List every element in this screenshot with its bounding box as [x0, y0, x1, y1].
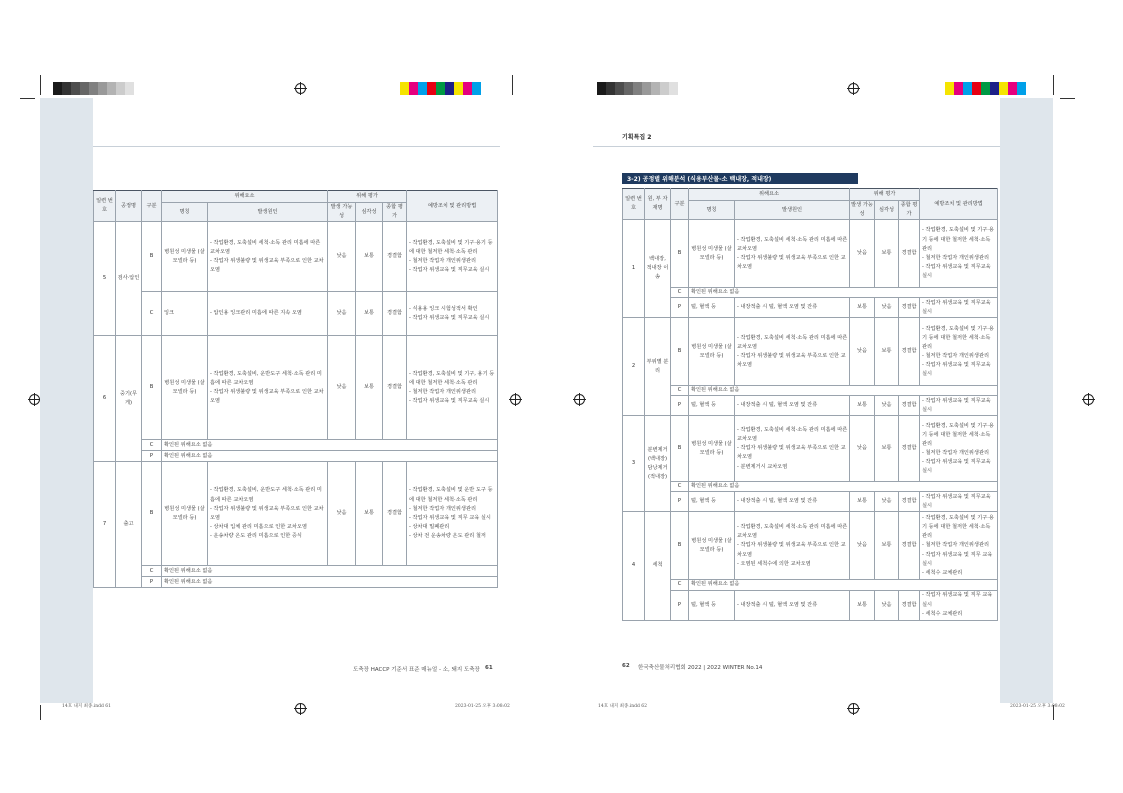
severity: 보통 [356, 222, 383, 292]
hazard-name: 털, 혈액 등 [689, 298, 735, 318]
hazard-cause: - 내장적출 시 털, 혈액 오염 및 잔류 [735, 492, 850, 512]
prevention: - 작업환경, 도축설비 및 기구·용기 등에 대한 철저한 세척·소독 관리 - 철저한 작업자 개인위생관리 - 작업자 위생교육 및 직무교육 실시 [407, 222, 498, 292]
hazard-cause: - 작업환경, 도축설비 세척·소독 관리 미흡에 따른 교차오염 - 작업자 위생불량 및 위생교육 부족으로 인한 교차오염 [735, 220, 850, 288]
col-header-eval: 위해 평가 [850, 189, 920, 201]
print-slug-right-date: 2023-01-25 오후 3:08:02 [1010, 704, 1065, 709]
hazard-name: 병원성 미생물 (살모넬라 등) [689, 318, 735, 386]
row-number: 6 [94, 336, 116, 462]
print-slug-left-date: 2023-01-25 오후 3:08:02 [455, 704, 510, 709]
total-eval: 경결함 [899, 318, 920, 386]
hazard-name: 병원성 미생물 (살모넬라 등) [162, 462, 208, 566]
crop-mark [1053, 75, 1054, 95]
row-number: 7 [94, 462, 116, 588]
hazard-table-left [93, 190, 498, 588]
prevention: - 작업자 위생교육 및 직무교육 실시 [920, 492, 998, 512]
col-header-prevention: 예방조치 및 관리방법 [920, 189, 998, 220]
col-header-hazard: 위해요소 [689, 189, 850, 201]
likelihood: 낮음 [328, 222, 356, 292]
registration-mark-icon [29, 394, 40, 405]
registration-mark-icon [574, 394, 585, 405]
registration-mark-icon [510, 394, 521, 405]
material-name: 백내장, 적내장 이송 [645, 220, 671, 318]
row-number: 1 [623, 220, 645, 318]
table-row [623, 590, 998, 620]
top-rule [593, 146, 1000, 147]
hazard-cause: - 작업환경, 도축설비 세척·소독 관리 미흡에 따른 교차오염 - 작업자 위생불량 및 위생교육 부족으로 인한 교차오염 [208, 222, 328, 292]
prevention: - 작업자 위생교육 및 직무교육 실시 [920, 298, 998, 318]
total-eval: 경결함 [899, 512, 920, 580]
hazard-name: 병원성 미생물 (살모넬라 등) [689, 220, 735, 288]
col-header-eval: 위해 평가 [328, 191, 407, 203]
type-cell: P [671, 396, 689, 416]
table-row [94, 451, 498, 462]
likelihood: 보통 [850, 396, 875, 416]
hazard-name: 병원성 미생물 (살모넬라 등) [689, 416, 735, 482]
material-name: 세척 [645, 512, 671, 620]
hazard-table-right [622, 188, 998, 621]
severity: 보통 [356, 336, 383, 440]
severity: 보통 [356, 292, 383, 336]
type-cell: B [671, 512, 689, 580]
table-row [94, 222, 498, 292]
hazard-cause: - 내장적출 시 털, 혈액 오염 및 잔류 [735, 298, 850, 318]
likelihood: 낮음 [850, 318, 875, 386]
color-bar-left-cmyk [400, 82, 499, 95]
prevention: - 작업환경, 도축설비 및 기구·용기 등에 대한 철저한 세척·소독 관리 - 철저한 작업자 개인위생관리 - 작업자 위생교육 및 직무 교육 실시 - 세척수 교체관리 [920, 512, 998, 580]
severity: 보통 [356, 462, 383, 566]
type-cell: C [671, 288, 689, 298]
hazard-cause: - 작업환경, 도축설비 세척·소독 관리 미흡에 따른 교차오염 - 작업자 위생불량 및 위생교육 부족으로 인한 교차오염 - 오염된 세척수에 의한 교차오염 [735, 512, 850, 580]
total-eval: 경결함 [383, 336, 407, 440]
registration-mark-icon [848, 703, 859, 714]
type-cell: P [671, 298, 689, 318]
hazard-cause: - 압인용 잉크관리 미흡에 따른 지속 오염 [208, 292, 328, 336]
severity: 보통 [875, 318, 899, 386]
prevention: - 작업환경, 도축설비 및 기구, 용기 등에 대한 철저한 세척·소독 관리 - 철저한 작업자 개인위생관리 - 작업자 위생교육 및 직무교육 실시 [407, 336, 498, 440]
col-header-severity: 심각성 [356, 203, 383, 222]
type-cell: C [142, 440, 162, 451]
hazard-name: 병원성 미생물 (살모넬라 등) [689, 512, 735, 580]
type-cell: B [671, 416, 689, 482]
registration-mark-icon [1083, 394, 1094, 405]
severity: 보통 [875, 512, 899, 580]
no-hazard-note: 확인된 위해요소 없음 [689, 580, 998, 590]
likelihood: 낮음 [850, 220, 875, 288]
likelihood: 낮음 [850, 512, 875, 580]
hazard-name: 잉크 [162, 292, 208, 336]
table-row [94, 566, 498, 577]
page-footer: 한국축산물처리협회 2022 | 2022 WINTER No.14 [638, 665, 763, 671]
prevention: - 작업환경, 도축설비 및 기구·용기 등에 대한 철저한 세척·소독 관리 - 철저한 작업자 개인위생관리 - 작업자 위생교육 및 직무교육 실시 [920, 416, 998, 482]
col-header-name: 명칭 [162, 203, 208, 222]
severity: 낮음 [875, 590, 899, 620]
table-row [623, 492, 998, 512]
likelihood: 보통 [850, 590, 875, 620]
table-title: 3-2) 공정별 위해분석 (식용부산물-소 백내장, 적내장) [622, 173, 858, 184]
right-page [593, 98, 1053, 703]
page-number: 61 [485, 665, 493, 671]
hazard-cause: - 내장적출 시 털, 혈액 오염 및 잔류 [735, 396, 850, 416]
severity: 낮음 [875, 298, 899, 318]
section-header: 기획특집 2 [622, 134, 652, 141]
hazard-name: 병원성 미생물 (살모넬라 등) [162, 222, 208, 292]
table-row [623, 386, 998, 396]
type-cell: P [142, 451, 162, 462]
type-cell: P [671, 590, 689, 620]
no-hazard-note: 확인된 위해요소 없음 [689, 288, 998, 298]
total-eval: 경결함 [899, 416, 920, 482]
col-header-cause: 발생원인 [208, 203, 328, 222]
prevention: - 작업환경, 도축설비 및 기구·용기 등에 대한 철저한 세척·소독 관리 - 철저한 작업자 개인위생관리 - 작업자 위생교육 및 직무교육 실시 [920, 220, 998, 288]
table-row [623, 482, 998, 492]
registration-mark-icon [848, 83, 859, 94]
hazard-cause: - 내장적출 시 털, 혈액 오염 및 잔류 [735, 590, 850, 620]
col-header-severity: 심각성 [875, 201, 899, 220]
top-rule [93, 146, 500, 147]
page-footer: 도축장 HACCP 기준서 표준 매뉴얼 - 소, 돼지 도축장 [353, 667, 480, 673]
prevention: - 식용용 잉크 시험성적서 확인 - 작업자 위생교육 및 직무교육 실시 [407, 292, 498, 336]
total-eval: 경결함 [899, 590, 920, 620]
registration-mark-icon [295, 83, 306, 94]
prevention: - 작업자 위생교육 및 직무교육 실시 [920, 396, 998, 416]
total-eval: 경결함 [383, 462, 407, 566]
col-header-hazard: 위해요소 [162, 191, 328, 203]
hazard-cause: - 작업환경, 도축설비, 운반도구 세척·소독 관리 미흡에 따른 교차오염 - 작업자 위생불량 및 위생교육 부족으로 인한 교차오염 - 상차대 입체 관리 미흡으로 인한 교차오염 - 운송차량 온도 관리 미흡으로 인한 증식 [208, 462, 328, 566]
likelihood: 보통 [850, 492, 875, 512]
no-hazard-note: 확인된 위해요소 없음 [689, 482, 998, 492]
hazard-name: 털, 혈액 등 [689, 590, 735, 620]
type-cell: B [671, 220, 689, 288]
likelihood: 낮음 [328, 292, 356, 336]
type-cell: B [142, 462, 162, 566]
table-row [94, 292, 498, 336]
col-header-process: 공정명 [116, 191, 142, 222]
hazard-name: 털, 혈액 등 [689, 396, 735, 416]
likelihood: 낮음 [328, 462, 356, 566]
print-slug-left: 14호 내지 최종.indd 61 [62, 704, 112, 709]
table-row [623, 512, 998, 580]
row-number: 2 [623, 318, 645, 416]
type-cell: C [671, 580, 689, 590]
col-header-material: 원, 부 자재명 [645, 189, 671, 220]
col-header-name: 명칭 [689, 201, 735, 220]
color-bar-right-cmyk [945, 82, 1044, 95]
hazard-cause: - 작업환경, 도축설비, 운반도구 세척·소독 관리 미흡에 따른 교차오염 - 작업자 위생불량 및 위생교육 부족으로 인한 교차오염 [208, 336, 328, 440]
likelihood: 보통 [850, 298, 875, 318]
row-number: 5 [94, 222, 116, 336]
severity: 보통 [875, 220, 899, 288]
hazard-cause: - 작업환경, 도축설비 세척·소독 관리 미흡에 따른 교차오염 - 작업자 위생불량 및 위생교육 부족으로 인한 교차오염 - 분변제거시 교차오염 [735, 416, 850, 482]
severity: 낮음 [875, 492, 899, 512]
no-hazard-note: 확인된 위해요소 없음 [162, 577, 498, 588]
material-name: 분변제거 (백내장) 담낭제거 (적내장) [645, 416, 671, 512]
hazard-cause: - 작업환경, 도축설비 세척·소독 관리 미흡에 따른 교차오염 - 작업자 위생불량 및 위생교육 부족으로 인한 교차오염 [735, 318, 850, 386]
severity: 보통 [875, 416, 899, 482]
color-bar-right-gray [597, 82, 678, 95]
type-cell: C [142, 292, 162, 336]
no-hazard-note: 확인된 위해요소 없음 [689, 386, 998, 396]
table-row [94, 462, 498, 566]
row-number: 4 [623, 512, 645, 620]
type-cell: P [671, 492, 689, 512]
color-bar-left-gray [53, 82, 134, 95]
table-row [623, 580, 998, 590]
left-page [40, 98, 500, 703]
total-eval: 경결함 [383, 222, 407, 292]
col-header-likelihood: 발생 가능성 [850, 201, 875, 220]
print-slug-right: 14호 내지 최종.indd 62 [598, 704, 648, 709]
crop-mark [512, 75, 513, 95]
table-row [94, 336, 498, 440]
process-name: 출고 [116, 462, 142, 588]
prevention: - 작업환경, 도축설비 및 기구·용기 등에 대한 철저한 세척·소독 관리 - 철저한 작업자 개인위생관리 - 작업자 위생교육 및 직무교육 실시 [920, 318, 998, 386]
registration-mark-icon [295, 703, 306, 714]
likelihood: 낮음 [328, 336, 356, 440]
type-cell: C [142, 566, 162, 577]
crop-mark [20, 98, 35, 99]
process-name: 검사·압인 [116, 222, 142, 336]
prevention: - 작업환경, 도축설비 및 운반 도구 등에 대한 철저한 세척·소독 관리 - 철저한 작업자 개인위생관리 - 작업자 위생교육 및 직무 교육 실시 - 상차대 밀폐관리 - 상차 전 운송차량 온도 관리 철저 [407, 462, 498, 566]
col-header-no: 일련 번호 [94, 191, 116, 222]
table-row [94, 440, 498, 451]
table-row [623, 318, 998, 386]
no-hazard-note: 확인된 위해요소 없음 [162, 451, 498, 462]
process-name: 중기(무게) [116, 336, 142, 462]
total-eval: 경결함 [899, 396, 920, 416]
material-name: 부위별 분리 [645, 318, 671, 416]
col-header-likelihood: 발생 가능성 [328, 203, 356, 222]
left-page-sheet [93, 98, 500, 703]
type-cell: C [671, 386, 689, 396]
type-cell: B [142, 222, 162, 292]
crop-mark [1060, 98, 1075, 99]
right-page-sheet [593, 98, 1000, 703]
hazard-name: 털, 혈액 등 [689, 492, 735, 512]
type-cell: B [671, 318, 689, 386]
table-row [623, 298, 998, 318]
table-row [94, 577, 498, 588]
table-row [623, 396, 998, 416]
col-header-prevention: 예방조치 및 관리방법 [407, 191, 498, 222]
type-cell: P [142, 577, 162, 588]
no-hazard-note: 확인된 위해요소 없음 [162, 440, 498, 451]
severity: 낮음 [875, 396, 899, 416]
table-row [623, 416, 998, 482]
col-header-type: 구분 [142, 191, 162, 222]
col-header-no: 일련 번호 [623, 189, 645, 220]
type-cell: C [671, 482, 689, 492]
col-header-type: 구분 [671, 189, 689, 220]
likelihood: 낮음 [850, 416, 875, 482]
type-cell: B [142, 336, 162, 440]
row-number: 3 [623, 416, 645, 512]
col-header-total: 종합 평가 [899, 201, 920, 220]
table-row [623, 220, 998, 288]
table-row [623, 288, 998, 298]
crop-mark [40, 75, 41, 95]
total-eval: 경결함 [899, 298, 920, 318]
col-header-total: 종합 평가 [383, 203, 407, 222]
total-eval: 경결함 [383, 292, 407, 336]
total-eval: 경결함 [899, 492, 920, 512]
no-hazard-note: 확인된 위해요소 없음 [162, 566, 498, 577]
page-number: 62 [622, 663, 630, 669]
hazard-name: 병원성 미생물 (살모넬라 등) [162, 336, 208, 440]
col-header-cause: 발생원인 [735, 201, 850, 220]
prevention: - 작업자 위생교육 및 직무 교육 실시 - 세척수 교체관리 [920, 590, 998, 620]
total-eval: 경결함 [899, 220, 920, 288]
crop-mark [40, 705, 41, 720]
